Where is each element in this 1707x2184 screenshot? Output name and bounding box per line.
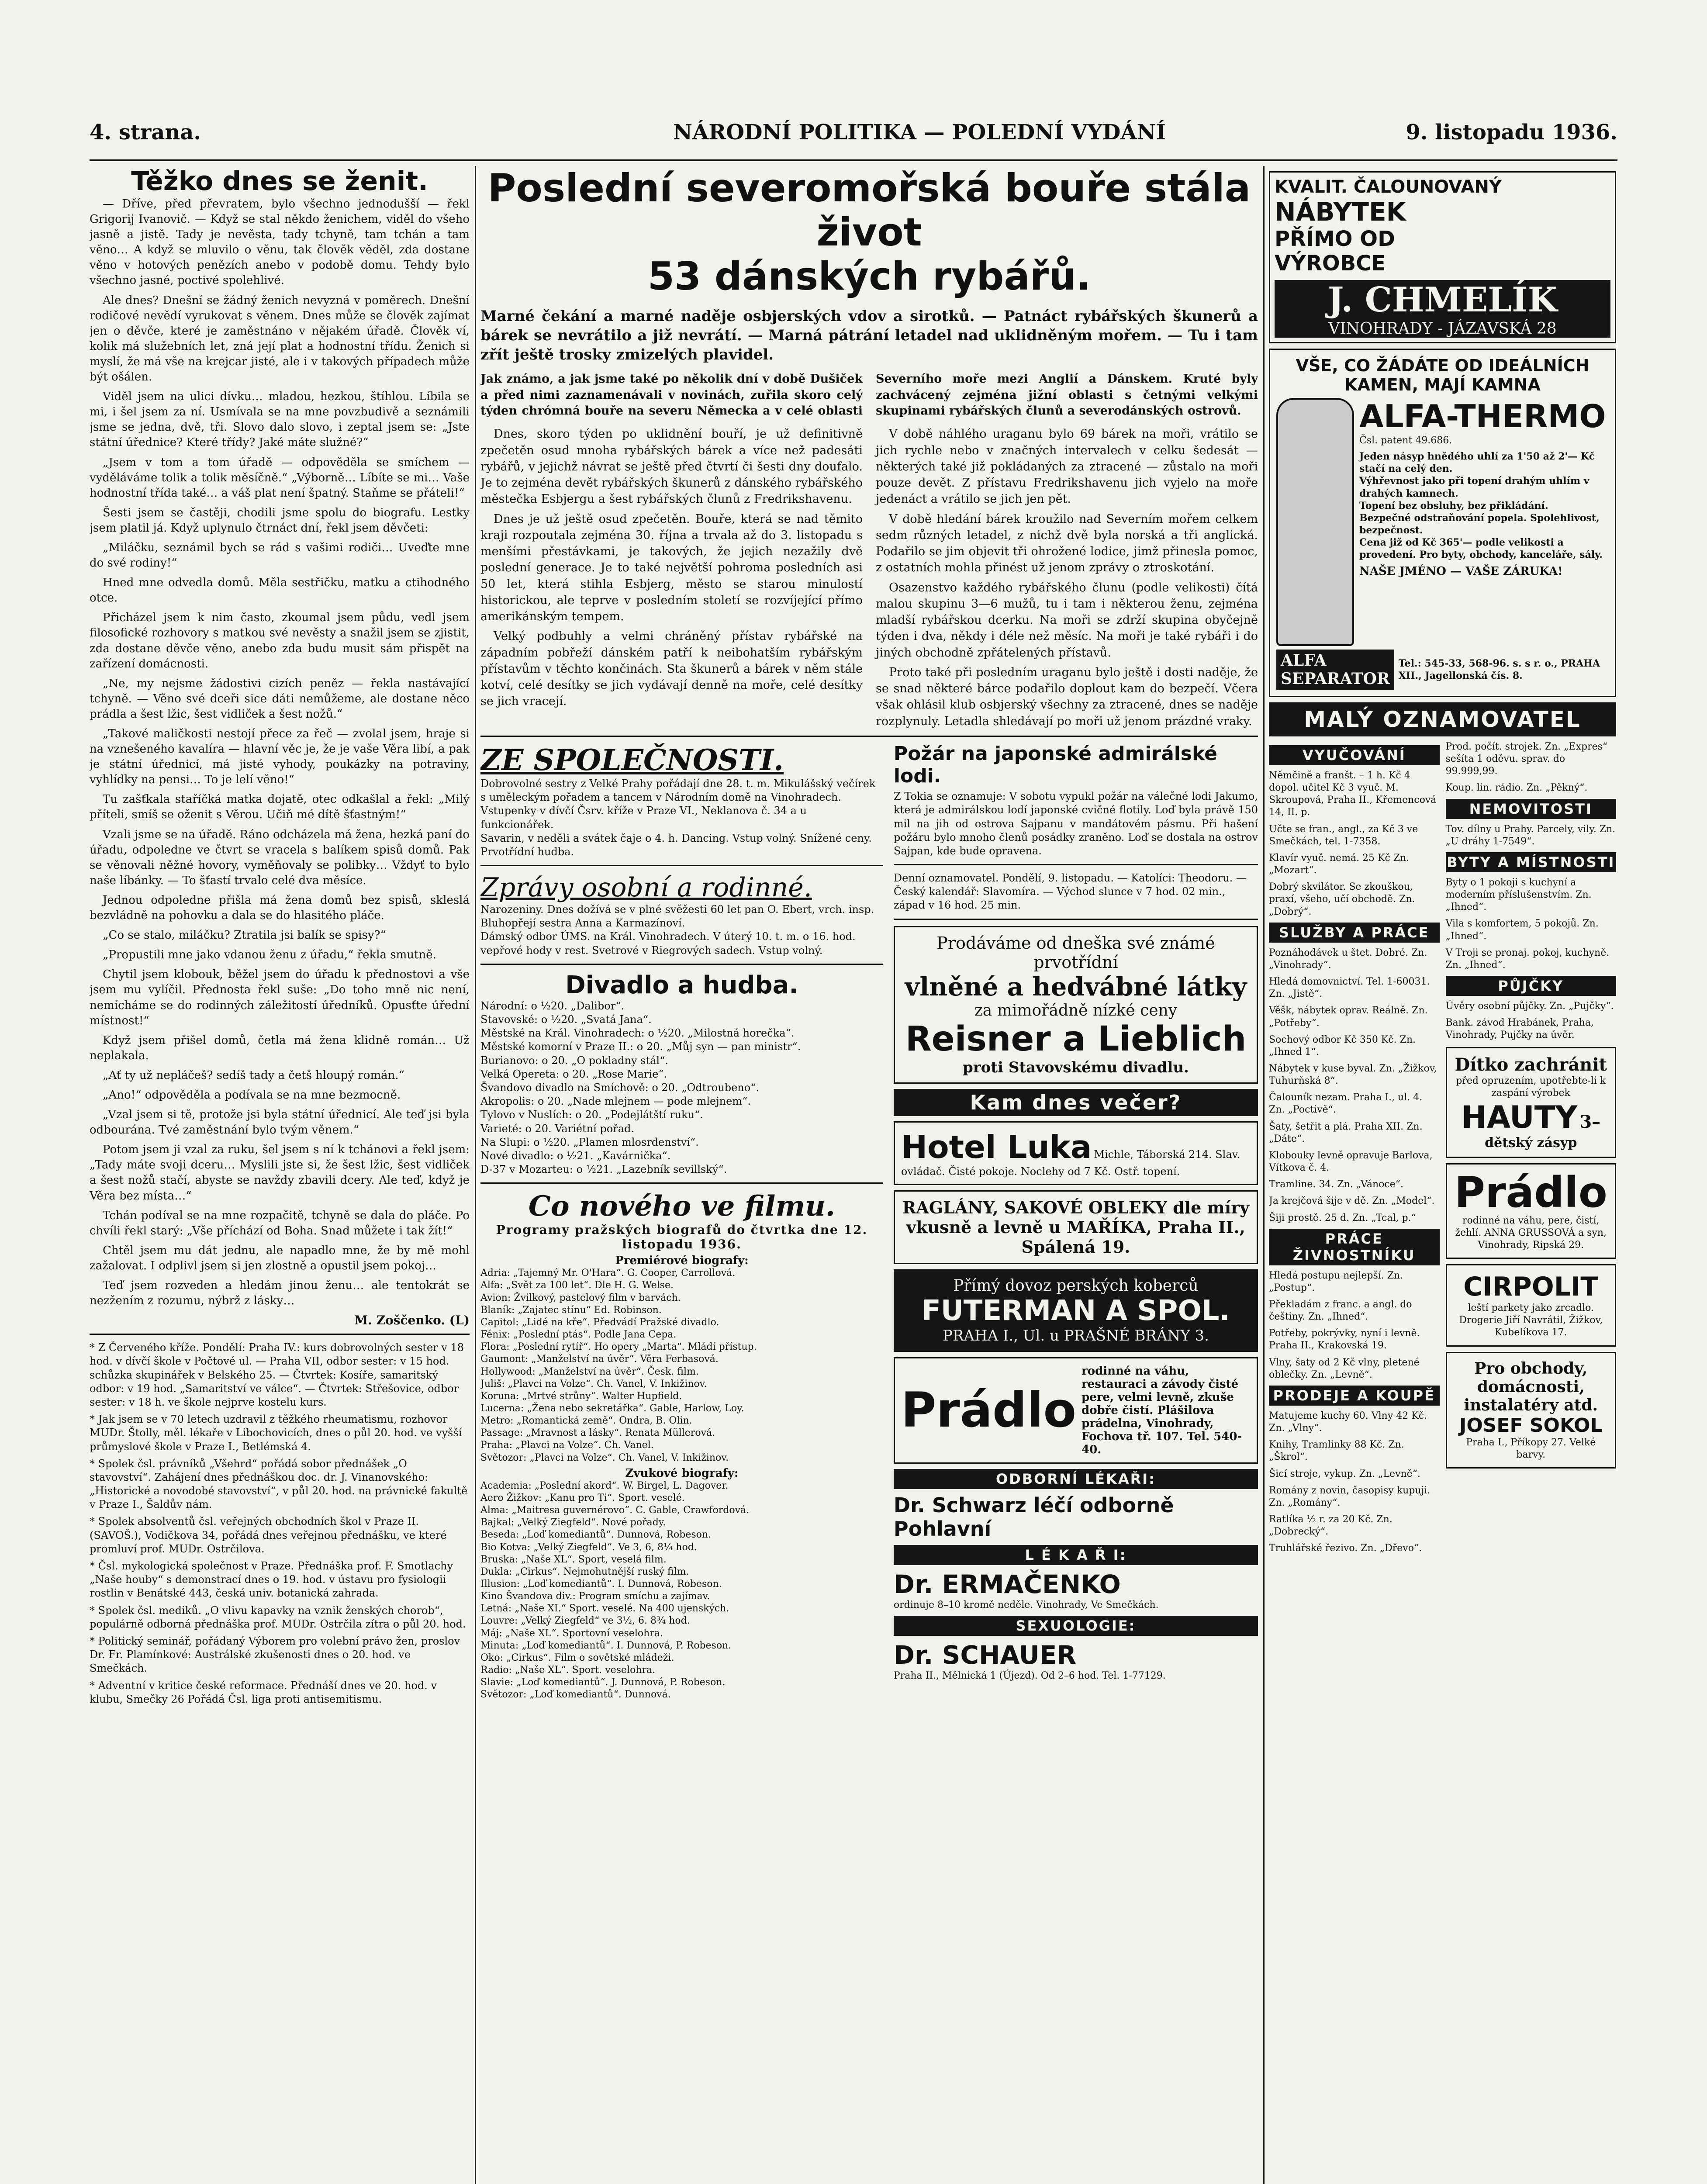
ad-text: NAŠE JMÉNO — VAŠE ZÁRUKA!	[1359, 564, 1563, 578]
lower-center	[480, 743, 1258, 1701]
paragraph: „Ano!“ odpověděla a podívala se na mne bezmocně.	[103, 1088, 401, 1102]
classified-list	[1269, 1410, 1440, 1555]
ad-hotel-luka	[894, 1121, 1258, 1185]
classified-ad: Němčině a franšt. – 1 h. Kč 4 dopol. učitel Kč 3 vyuč. M. Skroupová, Praha II., Křemencová 14, II. p.	[1269, 770, 1437, 818]
film-item: Oko: „Cirkus“. Film o sovětské mládeži.	[480, 1652, 674, 1663]
film-item: Minuta: „Loď komediantů“. I. Dunnová, P. Robeson.	[480, 1640, 732, 1651]
film-subtitle: Programy pražských biografů do čtvrtka dne 12. listopadu 1936.	[496, 1223, 868, 1252]
notice: * Politický seminář, pořádaný Výborem pro volební právo žen, proslov Dr. Fr. Plamínkové: Austrálské zkušenosti dnes o 20. hod. ve Smečkách.	[90, 1635, 460, 1675]
paragraph: Teď jsem rozveden a hledám jinou ženu… ale tentokrát se nezžením z rozumu, nýbrž z lásky…	[90, 1279, 470, 1308]
film-item: Máj: „Naše XL“. Sportovní veselohra.	[480, 1628, 663, 1639]
classified-ad: Vila s komfortem, 5 pokojů. Zn. „Ihned“.	[1445, 918, 1599, 942]
film-section: Premiérové biografy:	[615, 1254, 749, 1268]
classified-list	[1446, 1000, 1617, 1041]
headline-deck: Marné čekání a marné naděje osbjerských vdov a sirotků. — Patnáct rybářských škunerů a bárek se nevrátilo a již nevrátí. — Marná pátrání letadel nad uklidněným mořem. — Tu i tam zřít ještě trosky zmizelých plavidel.	[480, 307, 1258, 363]
ad-text: za mimořádně nízké ceny	[974, 1001, 1178, 1019]
society-news	[480, 777, 883, 859]
notice: * Z Červeného kříže. Pondělí: Praha IV.: kurs dobrovolných sester v 18 hod. v dívčí škole v Počtové ul. — Praha VII, odbor sester: v 15 hod. schůzka skupinářek v Belského 25. — Čtvrtek: Kosíře, samaritský odbor: v 19 hod. „Samaritství ve válce“. — Čtvrtek: Střešovice, odbor sester: v 18 h. ve škole nejprve kostelu kurs.	[90, 1341, 464, 1408]
notice: * Adventní v kritice české reformace. Přednáší dnes ve 20. hod. v klubu, Smečky 26 Pořádá Čsl. liga proti antisemitismu.	[90, 1679, 437, 1705]
film-item: Louvre: „Velký Ziegfeld“ ve 3½, 6. 8¾ hod.	[480, 1615, 690, 1627]
article-body	[90, 197, 470, 1309]
paragraph: Přicházel jsem k nim často, zkoumal jsem půdu, vedl jsem filosofické rozhovory s matkou své nevěsty a snažil jsem se zjistit, zda dostane děvče věno, anebo zda budu musit sám přispět na zařízení domácnosti.	[90, 611, 470, 670]
film-item: Bio Kotva: „Velký Ziegfeld“. Ve 3, 6, 8¼ hod.	[480, 1541, 697, 1553]
feature-item: Výhřevnost jako při topení drahým uhlím v drahých kamnech.	[1359, 475, 1590, 499]
classified-list	[1269, 1270, 1440, 1381]
paragraph: Když jsem přišel domů, četla má žena klidně román… Už neplakala.	[90, 1033, 470, 1062]
ad-text: Prodáváme od dneška své známé prvotřídní	[936, 933, 1215, 972]
ad-brand: ALFA-THERMO	[1359, 398, 1606, 435]
news-item: Dobrovolné sestry z Velké Prahy pořádají dne 28. t. m. Mikulášský večírek s uměleckým pořadem a tancem v Národním domě na Vinohradech. Vstupenky v dívčí Čsrv. kříže v Praze VI., Neklanova č. 34 a u funkcionářek.	[480, 777, 876, 831]
film-item: Metro: „Romantická země“. Ondra, B. Olin.	[480, 1415, 692, 1427]
ad-banner: Kam dnes večer?	[894, 1089, 1258, 1116]
section-title: Co nového ve filmu.	[528, 1190, 835, 1223]
paragraph: V době náhlého uraganu bylo 69 bárek na moři, vrátilo se jich rychle nebo v značných intervalech v celku šedesát — některých také již pokládaných za ztracené — zůstalo na moři pouze devět. Z přístavu Fredrikshavenu jich vyjelo na moře jedenáct a vrátilo se jich jen pět.	[876, 427, 1258, 506]
divider	[90, 1334, 470, 1335]
paragraph: „Ne, my nejsme žádostivi cizích peněz — řekla nastávající tchyně. — Věno své dceři sice dáti nemůžeme, ale dostane něco prádla a šest lžic, šest vidliček a šest nožů.“	[90, 677, 470, 721]
column-rule	[475, 166, 476, 2184]
classified-ad: Nábytek v kuse byval. Zn. „Žižkov, Tuhurňská 8“.	[1269, 1063, 1437, 1087]
film-item: Slavie: „Loď komediantů“. J. Dunnová, P. Robeson.	[480, 1677, 726, 1688]
paragraph: „Takové maličkosti nestojí přece za řeč — zvolal jsem, hraje si na vznešeného kavalíra — hlavní věc je, že je vaše Věra libí, a pak je státní úřednicí, má jisté vyhody, poukázky na potraviny, vyhlídky na pensi… To je lelí věno!“	[90, 727, 470, 787]
paragraph: Potom jsem ji vzal za ruku, šel jsem s ní k tchánovi a řekl jsem: „Tady máte svoji dceru… Myslili jste si, že šest lžic, šest vidliček a šest nožů stačí, abyste se navždy zbavili dcery. Ale teď, když je Věra bez místa…“	[90, 1143, 470, 1203]
ad-brand: JOSEF SOKOL	[1459, 1414, 1603, 1437]
theatre-item: Burianovo: o 20. „O pokladny stál“.	[480, 1054, 668, 1067]
classified-ad: Truhlářské řezivo. Zn. „Dřevo“.	[1269, 1543, 1422, 1554]
ad-cirpolit	[1446, 1264, 1617, 1346]
film-item: Koruna: „Mrtvé strůny“. Walter Hupfield.	[480, 1390, 682, 1402]
film-item: Gaumont: „Manželství na úvěr“. Věra Ferbasová.	[480, 1354, 719, 1365]
film-item: Bruska: „Naše XL“. Sport, veselá film.	[480, 1554, 667, 1565]
paragraph: Proto také při posledním uraganu bylo ještě i dosti naděje, že se snad některé bárce podařilo doplout kam do bezpečí. Včera však ohlásil klub osbjerský všechny za ztracené, dnes se naděje rozplynuly. Letadla shledávají po moři už jenom prázdné vraky.	[876, 665, 1258, 728]
ad-hauty	[1446, 1047, 1617, 1158]
notice: * Spolek čsl. právníků „Všehrd“ pořádá sobor přednášek „O stavovství“. Zahájení dnes přednáškou doc. dr. J. Vinanovského: „Historické a novodobé stavovství“, v půl 20. hod. na právnické fakultě v Praze I., Šaldův nám.	[90, 1457, 468, 1511]
paragraph: Dnes, skoro týden po uklidnění bouří, je už definitivně zpečetěn osud mnoha rybářských bárek a více než padesáti rybářů, v jejichž návrat se ještě před čtvrtí či šesti dny doufalo. Je to zejména devět rybářských škunerů z dánského rybářského městečka Esbjergu a šest rybářských člunů z Fredrikshavenu.	[480, 427, 863, 506]
classified-ad: Tov. dílny u Prahy. Parcely, vily. Zn. „U dráhy 1-7549“.	[1445, 823, 1616, 847]
ad-text: vlněné a hedvábné látky	[905, 971, 1247, 1002]
divider	[894, 864, 1258, 865]
classified-ad: Potřeby, pokrývky, nyní i levně. Praha II., Krakovská 19.	[1269, 1328, 1420, 1351]
ad-brand: Reisner a Lieblich	[905, 1019, 1247, 1059]
classified-ad: Koup. lin. rádio. Zn. „Pěkný“.	[1445, 782, 1588, 794]
feature-item: Cena již od Kč 365'— podle velikosti a provedení. Pro byty, obchody, kanceláře, sály.	[1359, 537, 1603, 561]
classified-ad: Prod. počít. strojek. Zn. „Expres“ sešíta 1 oděvu. sprav. do 99.999,99.	[1445, 741, 1608, 777]
paragraph: „Jsem v tom a tom úřadě — odpověděla se smíchem — vyděláváme tolik a tolik měsíčně.“ „Výborně… Líbíte se mi… Vaše hodnostní třída také… a váš plat není špatný. Staňme se přáteli!“	[90, 456, 470, 500]
paragraph: Chytil jsem klobouk, běžel jsem do úřadu k přednostovi a vše jsem mu vylíčil. Přednosta řekl suše: „Do toho mně nic není, nemícháme se do rodinných záležitostí úředníků. Opusťte úřední místnost!“	[90, 968, 470, 1027]
film-item: Letná: „Naše XI.“ Sport. veselé. Na 400 ujenských.	[480, 1603, 729, 1614]
classified-ad: Tramline. 34. Zn. „Vánoce“.	[1269, 1179, 1404, 1190]
film-item: Lucerna: „Žena nebo sekretářka“. Gable, Harlow, Loy.	[480, 1403, 744, 1414]
notice: * Spolek čsl. mediků. „O vlivu kapavky na vznik ženských chorob“, populárně odborná přednáška prof. MUDr. Ostrčila zítra o půl 20. hod.	[90, 1604, 466, 1630]
classified-list	[1269, 947, 1440, 1224]
section-title: Divadlo a hudba.	[565, 971, 798, 999]
fire-article: Z Tokia se oznamuje: V sobotu vypukl požár na válečné lodi Jakumo, která je admirálskou lodí japonské cvičné flotily. Loď byla právě 150 mil na jih od ostrova Sajpanu v mandátovém pásmu. Při hašení požáru bylo mnoho členů posádky zraněno. Loď se dostala na ostrov Sajpan, kde bude opravena.	[893, 790, 1258, 857]
classified-category: PŮJČKY	[1446, 976, 1617, 996]
notice: * Čsl. mykologická společnost v Praze. Přednáška prof. F. Smotlachy „Naše houby“ s demonstrací dnes o 19. hod. v ústavu pro fysiologii rostlin v Benátské 443, česká univ. botanická zahrada.	[90, 1560, 453, 1600]
film-item: Radio: „Naše XL“. Sport. veselohra.	[480, 1665, 656, 1676]
film-item: Fénix: „Poslední ptás“. Podle Jana Cepa.	[480, 1329, 677, 1341]
column-center	[480, 166, 1258, 2184]
ad-text: Tel.: 545-33, 568-96. s. s r. o., PRAHA XII., Jagellonská čís. 8.	[1398, 657, 1600, 681]
theatre-item: Městské na Král. Vinohradech: o ½20. „Milostná horečka“.	[480, 1027, 795, 1040]
paragraph: — Dříve, před převratem, bylo všechno jednodušší — řekl Grigorij Ivanovič. — Když se stal někdo ženichem, viděl do všeho jasně a jistě. Tady je nevěsta, tady tchyně, tam tchán a tam věno… A když se mluvilo o věnu, tak člověk věděl, zda dostane věno v hotových penězích anebo v podobě domu. Tehdy bylo všechno jasné, poctivé spolehlivé.	[90, 197, 470, 287]
theatre-item: Velká Opereta: o 20. „Rose Marie“.	[480, 1068, 667, 1080]
ad-doctor: Dr. SCHAUER	[893, 1640, 1076, 1670]
paragraph: Dnes je už ještě osud zpečetěn. Bouře, která se nad těmito kraji rozpoutala zejména 30. října a trvala až do 3. listopadu s menšími přestávkami, je takových, že jejich nezažily dvě poslední generace. Je to také největší pohroma posledních asi 50 let, která stihla Esbjerg, město se starou minulostí historickou, ale teprve v posledním století se rozvíjející přímo amerikánským tempem.	[480, 512, 863, 624]
divider	[480, 736, 1258, 737]
ad-marik: RAGLÁNY, SAKOVÉ OBLEKY dle míry vkusně a levně u MAŘÍKA, Praha II., Spálená 19.	[894, 1190, 1258, 1264]
classified-category: VYUČOVÁNÍ	[1269, 745, 1440, 765]
classifieds-right	[1446, 741, 1617, 1559]
film-list	[480, 1267, 883, 1464]
theatre-item: Národní: o ½20. „Dalibor“.	[480, 999, 625, 1012]
ad-banner: SEXUOLOGIE:	[894, 1616, 1258, 1636]
classified-list	[1269, 770, 1440, 918]
headline	[480, 166, 1258, 299]
issue-date: 9. listopadu 1936.	[1406, 120, 1617, 145]
feature-item: Bezpečné odstraňování popela. Spolehlivost, bezpečnost.	[1359, 512, 1600, 536]
ad-text: proti Stavovskému divadlu.	[963, 1058, 1189, 1076]
news-ads-column	[894, 743, 1258, 1701]
classified-category: BYTY A MÍSTNOSTI	[1446, 852, 1617, 872]
classified-category: PRÁCE ŽIVNOSTNÍKU	[1269, 1229, 1440, 1265]
film-item: Světozor: „Loď komediantů“. Dunnová.	[480, 1689, 671, 1700]
feature-item: Jeden násyp hnědého uhlí za 1'50 až 2'— Kč stačí na celý den.	[1359, 451, 1595, 475]
divider	[480, 865, 883, 866]
ad-brand: Prádlo	[1454, 1168, 1607, 1217]
ad-text: Praha I., Příkopy 27. Velké barvy.	[1466, 1437, 1596, 1460]
paragraph: Viděl jsem na ulici dívku… mladou, hezkou, štíhlou. Líbila se mi, i šel jsem za ní. Usmívala se na mne povzbudivě a seznámili jsme se jedna, dvě, tři. Slovo dalo slovo, i zeptal jsem se: „Jste státní úřednice? Které třídy? Jaké máte služné?“	[90, 390, 470, 449]
classified-list	[1446, 823, 1617, 848]
paragraph: „Co se stalo, miláčku? Ztratila jsi balík se spisy?“	[103, 929, 386, 942]
paragraph: Velký podbuhly a velmi chráněný přístav rybářské na západním pobřeží dánském patří k neibohatším rybářským přístavům v těchto končinách. Sta škunerů a bárek v něm stále kotví, celé desítky se jich vydávají denně na moře, celé desítky se jich vracejí.	[480, 629, 863, 708]
film-item: Hollywood: „Manželství na úvěr“. Česk. film.	[480, 1366, 699, 1377]
paragraph: Chtěl jsem mu dát jednu, ale napadlo mne, že by mě mohl zažalovat. I odplivl jsem si jen zlostně a opustil jsem pokoj…	[90, 1244, 470, 1272]
page-number: 4. strana.	[90, 120, 201, 145]
ad-text: Praha II., Mělnická 1 (Újezd). Od 2–6 hod. Tel. 1-77129.	[893, 1670, 1166, 1681]
headline-line1: Poslední severomořská bouře stála život	[487, 166, 1251, 255]
column-right	[1269, 166, 1616, 2184]
classified-category: SLUŽBY A PRÁCE	[1269, 923, 1440, 943]
paragraph: V době hledání bárek kroužilo nad Severním mořem celkem sedm různých letadel, z nichž dvě byla norská a tři anglická. Podařilo se jim objevit tři ohrožené lodice, jimž přinesla pomoc, z ostatních mohla přinést už jenom zprávy o ztroskotání.	[876, 512, 1258, 575]
article-signature: M. Zoščenko. (L)	[354, 1313, 470, 1328]
divider	[480, 964, 883, 965]
classified-ad: Poznáhodávek u štet. Dobré. Zn. „Vinohrady“.	[1269, 947, 1427, 971]
ad-text: Michle, Táborská 214. Slav. ovládač. Čisté pokoje. Noclehy od 7 Kč. Ostř. topení.	[901, 1148, 1240, 1178]
ad-text: KVALIT. ČALOUNOVANÝ	[1275, 177, 1502, 197]
ad-features	[1359, 450, 1609, 561]
paragraph: Hned mne odvedla domů. Měla sestřičku, matku a ctihodného otce.	[90, 576, 470, 605]
ad-text: ordinuje 8–10 kromě neděle. Vinohrady, Ve Smečkách.	[893, 1599, 1159, 1610]
ad-brand: Hotel Luka	[901, 1128, 1092, 1165]
classified-ad: Knihy, Tramlinky 88 Kč. Zn. „Škrol“.	[1269, 1439, 1404, 1463]
paragraph: „Miláčku, seznámil bych se rád s vašimi rodiči… Uveďte mne do své rodiny!“	[90, 541, 470, 570]
film-item: Alma: „Maitresa guvernérovo“. C. Gable, Crawfordová.	[480, 1505, 750, 1516]
ad-brand: ALFA SEPARATOR	[1276, 650, 1394, 690]
news-item: Dámský odbor ÚMS. na Král. Vinohradech. V úterý 10. t. m. o 16. hod. vepřové hody v rest. Svetrové v Riegrových sadech. Vstup volný.	[480, 930, 856, 957]
film-section: Zvukové biografy:	[625, 1466, 739, 1480]
ad-text: Čsl. patent 49.686.	[1359, 435, 1452, 446]
ad-text: leští parkety jako zrcadlo. Drogerie Jiří Navrátil, Žižkov, Kubelíkova 17.	[1459, 1303, 1603, 1338]
ad-text: rodinné na váhu, restauraci a závody čisté pere, velmi levně, zkuše dobře čistí. Plášilova prádelna, Vinohrady, Fochova tř. 107. Tel. 540-40.	[1082, 1364, 1242, 1456]
classified-ad: Šiji prostě. 25 d. Zn. „Tcal, p.“	[1269, 1212, 1416, 1223]
film-item: Beseda: „Loď komediantů“. Dunnová, Robeson.	[480, 1529, 712, 1541]
headline-line2: 53 dánských rybářů.	[647, 254, 1091, 299]
film-item: Illusion: „Loď komediantů“. I. Dunnová, Robeson.	[480, 1579, 722, 1590]
ad-banner: L É K A Ř I:	[894, 1545, 1258, 1565]
classified-list	[1446, 877, 1617, 971]
section-title: Požár na japonské admirálské lodi.	[893, 742, 1217, 787]
classifieds-left	[1269, 741, 1440, 1559]
classified-ad: Čalouník nezam. Praha I., ul. 4. Zn. „Poctivě“.	[1269, 1092, 1423, 1116]
classified-ad: Šicí stroje, vykup. Zn. „Levně“.	[1269, 1468, 1420, 1479]
daily-calendar: Denní oznamovatel. Pondělí, 9. listopadu. — Katolíci: Theodoru. — Český kalendář: Slavomíra. — Východ slunce v 7 hod. 02 min., západ v 16 hod. 25 min.	[893, 872, 1247, 912]
paragraph: Osazenstvo každého rybářského člunu (podle velikosti) čítá malou skupinu 3—6 mužů, tu i tam i některou ženu, zejména mladší rybářskou dcerku. Na moři se zdrží skupina obyčejně týden i dva, někdy i déle než měsíc. Na moři je také rybáři i do jiných obchodně zpřátelených přístavů.	[876, 581, 1258, 660]
classified-category: PRODEJE A KOUPĚ	[1269, 1386, 1440, 1406]
classified-ad: Bank. závod Hrabánek, Praha, Vinohrady, Pujčky na úvěr.	[1445, 1017, 1594, 1041]
classified-ad: Klobouky levně opravuje Barlova, Vítkova č. 4.	[1269, 1150, 1433, 1174]
theatre-item: Akropolis: o 20. „Nade mlejnem — pode mlejnem“.	[480, 1095, 751, 1108]
ad-sokol	[1446, 1352, 1617, 1469]
classified-ad: Ja krejčová šije v dě. Zn. „Model“.	[1269, 1196, 1435, 1207]
paragraph: „Propustili mne jako vdanou ženu z úřadu,“ řekla smutně.	[103, 948, 436, 962]
classified-ad: Romány z novin, časopisy kupuji. Zn. „Romány“.	[1269, 1485, 1431, 1508]
theatre-item: Švandovo divadlo na Smíchově: o 20. „Odtroubeno“.	[480, 1081, 760, 1094]
film-item: Bajkal: „Velký Ziegfeld“. Nové pořady.	[480, 1517, 666, 1528]
classified-ad: Věšk, nábytek oprav. Reálně. Zn. „Potřeby“.	[1269, 1005, 1428, 1029]
theatre-item: D-37 v Mozarteu: o ½21. „Lazebník sevillský“.	[480, 1163, 727, 1176]
notice: * Jak jsem se v 70 letech uzdravil z těžkého rheumatismu, rozhovor MUDr. Štolly, měl. lékaře v Libochovicích, dnes o půl 20. hod. ve vyšší průmyslové škole v Praze I., Betlémská 4.	[90, 1413, 462, 1453]
ad-brand: HAUTY	[1461, 1099, 1578, 1135]
classifieds-title: MALÝ OZNAMOVATEL	[1269, 702, 1616, 736]
ad-brand: CIRPOLIT	[1463, 1272, 1599, 1303]
theatre-item: Městské komorní v Praze II.: o 20. „Můj syn — pan ministr“.	[480, 1040, 801, 1053]
classified-ad: Ratlíka ½ r. za 20 Kč. Zn. „Dobrecký“.	[1269, 1514, 1393, 1538]
section-title: ZE SPOLEČNOSTI.	[480, 743, 784, 777]
theatre-item: Nové divadlo: o ½21. „Kavárnička“.	[480, 1149, 671, 1162]
film-item: Juliš: „Plavci na Volze“. Ch. Vanel, V. Inkižinov.	[480, 1378, 707, 1389]
ad-doctor: Dr. Schwarz léčí odborně Pohlavní	[893, 1493, 1174, 1541]
film-list	[480, 1480, 883, 1701]
film-item: Avion: Žvilkový, pastelový film v barvách.	[480, 1292, 681, 1303]
paragraph: Vzali jsme se na úřadě. Ráno odcházela má žena, hezká paní do úřadu, odpoledne ve čtvrt se vracela s balíkem spisů domů. Pak se věnovali něžné hovory, vyměňovaly se polibky… Vždyť to bylo naše líbánky. — To šťastí trvalo celé dva měsíce.	[90, 828, 470, 887]
classified-ad: Matujeme kuchy 60. Vlny 42 Kč. Zn. „Vlny“.	[1269, 1410, 1427, 1434]
ad-pradlo-grussova	[1446, 1163, 1617, 1259]
news-item: Savarin, v neděli a svátek čaje o 4. h. Dancing. Vstup volný. Snížené ceny. Prvotřídní hudba.	[480, 832, 872, 858]
ad-text: rodinné na váhu, pere, čistí, žehlí. ANNA GRUSSOVÁ a syn, Vinohrady, Ripská 29.	[1455, 1215, 1607, 1251]
film-item: Alfa: „Svět za 100 let“. Dle H. G. Welse.	[480, 1280, 674, 1291]
classified-ad: Hledá postupu nejlepší. Zn. „Postup“.	[1269, 1270, 1403, 1293]
ad-text: VINOHRADY - JÁZAVSKÁ 28	[1275, 320, 1610, 338]
classified-ad: Hledá domovnictví. Tel. 1-60031. Zn. „Jistě“.	[1269, 976, 1430, 1000]
paragraph: „Ať ty už nepláčeš? sedíš tady a četš hloupý román.“	[103, 1068, 404, 1082]
film-item: Kino Švandova div.: Program smíchu a zajímav.	[480, 1591, 710, 1602]
paragraph: Tchán podíval se na mne rozpačitě, tchyně se dala do pláče. Po chvíli řekl starý: „Vše příchází od Boha. Snad můžete i tak žít!“	[90, 1209, 470, 1237]
ad-text: Pro obchody, domácnosti, instalatéry atd.	[1464, 1359, 1598, 1414]
film-item: Praha: „Plavci na Volze“. Ch. Vanel.	[480, 1440, 654, 1451]
stove-illustration	[1276, 398, 1354, 646]
divider	[480, 1182, 883, 1184]
film-item: Flora: „Poslední rytíř“. Ho opery „Marta“. Mládí přístup.	[480, 1341, 757, 1353]
society-column	[480, 743, 883, 1701]
theatre-item: Tylovo v Nuslích: o 20. „Podejlátští ruku“.	[480, 1109, 703, 1121]
notices-list	[90, 1341, 470, 1706]
theatre-item: Stavovské: o ½20. „Svatá Jana“.	[480, 1013, 652, 1026]
ad-text: před opruzením, upotřebte-li k zaspání výrobek	[1456, 1075, 1606, 1099]
article-intro: Jak známo, a jak jsme také po několik dní v době Dušiček a před nimi zaznamenávali v novinách, zuřila skoro celý týden chrómná bouře na severu Německa a v celé oblasti Severního moře mezi Anglií a Dánskem. Kruté byly zachvácený zejména jižní oblasti s četnými velkými skupinami rybářských člunů a severodánských ostrovů.	[480, 372, 1258, 418]
ad-text: dětský zásyp	[1485, 1135, 1577, 1151]
section-title: Zprávy osobní a rodinné.	[480, 872, 812, 903]
article-title: Těžko dnes se ženit.	[131, 166, 428, 197]
classified-ad: V Troji se pronaj. pokoj, kuchyně. Zn. „Ihned“.	[1445, 947, 1610, 971]
personal-news	[480, 903, 883, 957]
paragraph: Jednou odpoledne přišla má žena domů bez spisů, skleslá bezvládně na pohovku a dala se do hlasitého pláče.	[90, 893, 470, 923]
article-body	[480, 426, 1258, 729]
paragraph: Šesti jsem se častěji, chodili jsme spolu do biografu. Lestky jsem platil já. Když uplynulo čtrnáct dní, řekl jsem děvčeti:	[90, 506, 470, 535]
classified-ad: Učte se fran., angl., za Kč 3 ve Smečkách, tel. 1-7358.	[1269, 823, 1418, 847]
classified-ad: Úvěry osobní půjčky. Zn. „Pujčky“.	[1445, 1001, 1614, 1012]
ad-text: Přímý dovoz perských koberců	[953, 1276, 1199, 1295]
classified-list	[1446, 741, 1617, 795]
paragraph: „Vzal jsem si tě, protože jsi byla státní úřednicí. Ale teď jsi byla odbourána. Tvé zaměstnání bylo tvým věnem.“	[90, 1108, 470, 1137]
film-item: Passage: „Mravnost a lásky“. Renata Müllerová.	[480, 1427, 715, 1439]
feature-item: Topení bez obsluhy, bez přikládání.	[1359, 500, 1548, 511]
notice: * Spolek absolventů čsl. veřejných obchodních škol v Praze II. (SAVOŠ.), Vodičkova 34, pořádá dnes veřejnou přednášku, ve které promluví prof. MUDr. Ostrčilova.	[90, 1515, 447, 1555]
news-item: Narozeniny. Dnes dožívá se v plné svěžesti 60 let pan O. Ebert, vrch. insp. Bluhopřejí sestra Anna a Karmazínoví.	[480, 903, 874, 930]
ad-text: PRAHA I., Ul. u PRAŠNÉ BRÁNY 3.	[942, 1327, 1209, 1344]
classified-ad: Dobrý skvilátor. Se zkouškou, praxí, všeho, učí obchodě. Zn. „Dobrý“.	[1269, 881, 1415, 917]
ad-alfa-thermo	[1269, 349, 1616, 697]
ad-brand: Prádlo	[901, 1382, 1077, 1438]
theatre-list	[480, 999, 883, 1176]
film-item: Capitol: „Lidé na kře“. Předvádí Pražské divadlo.	[480, 1317, 719, 1328]
ad-text: Dítko zachránit	[1455, 1054, 1607, 1075]
ad-text: PŘÍMO OD VÝROBCE	[1275, 227, 1395, 276]
column-left	[90, 166, 470, 2184]
ad-brand: FUTERMAN A SPOL.	[922, 1294, 1230, 1327]
film-item: Adria: „Tajemný Mr. O'Hara“. G. Cooper, Carrollová.	[480, 1268, 736, 1279]
ad-doctor: Dr. ERMAČENKO	[893, 1569, 1121, 1599]
film-item: Dukla: „Cirkus“. Nejmohutnější ruský film.	[480, 1566, 689, 1577]
classified-ad: Sochový odbor Kč 350 Kč. Zn. „Ihned 1“.	[1269, 1034, 1416, 1057]
ad-brand: J. CHMELÍK	[1275, 280, 1610, 320]
ad-reisner	[894, 926, 1258, 1084]
ad-pradlo	[894, 1357, 1258, 1464]
ad-chmelik	[1269, 171, 1616, 343]
paragraph: Ale dnes? Dnešní se žádný ženich nevyzná v poměrech. Dnešní rodičové nevědí vyrukovat s věnem. Dnes může se člověk zajímat jen o děvče, které je zaměstnáno v nějakém úřadě. Člověk ví, kolik má služebních let, zná její plat a hodnostní třídu. Ženich si myslí, že má vše na krejcar jisté, ale i v takových případech může být ošálen.	[90, 294, 470, 384]
film-item: Aero Žižkov: „Kanu pro Ti“. Sport. veselé.	[480, 1492, 685, 1503]
ad-banner: ODBORNÍ LÉKAŘI:	[894, 1469, 1258, 1489]
column-rule	[1263, 166, 1265, 2184]
ad-text: NÁBYTEK	[1275, 197, 1406, 227]
divider	[894, 919, 1258, 920]
film-item: Světozor: „Plavci na Volze“. Ch. Vanel, V. Inkižinov.	[480, 1452, 729, 1463]
classified-ad: Byty o 1 pokoji s kuchyní a moderním příslušenstvím. Zn. „Ihned“.	[1445, 877, 1592, 913]
classifieds	[1269, 741, 1616, 1559]
ad-futerman	[894, 1269, 1258, 1352]
paragraph: Tu zašťkala staříčká matka dojatě, otec odkašlal a řekl: „Milý příteli, smíš se oženit s Věrou. Učiň mé dítě šťastným!“	[90, 793, 470, 822]
classified-category: NEMOVITOSTI	[1446, 799, 1617, 819]
theatre-item: Varieté: o 20. Variétní pořad.	[480, 1122, 635, 1135]
classified-ad: Klavír vyuč. nemá. 25 Kč Zn. „Mozart“.	[1269, 852, 1410, 876]
film-item: Academia: „Poslední akord“. W. Birgel, L. Dagover.	[480, 1480, 729, 1491]
classified-ad: Vlny, šaty od 2 Kč vlny, pletené oblečky. Zn. „Levně“.	[1269, 1357, 1420, 1380]
page-header	[90, 120, 1617, 161]
ad-price: 3–	[1579, 1111, 1601, 1132]
film-item: Blaník: „Zajatec stínu“ Ed. Robinson.	[480, 1304, 662, 1316]
theatre-item: Na Slupi: o ½20. „Plamen mlosrdenství“.	[480, 1136, 699, 1148]
paper-name: NÁRODNÍ POLITIKA — POLEDNÍ VYDÁNÍ	[673, 120, 1166, 145]
classified-ad: Překladám z franc. a angl. do češtiny. Zn. „Ihned“.	[1269, 1299, 1412, 1323]
ad-text: VŠE, CO ŽÁDÁTE OD IDEÁLNÍCH KAMEN, MAJÍ KAMNA	[1296, 356, 1590, 394]
classified-ad: Šaty, šetřit a plá. Praha XII. Zn. „Dáte“.	[1269, 1121, 1423, 1144]
